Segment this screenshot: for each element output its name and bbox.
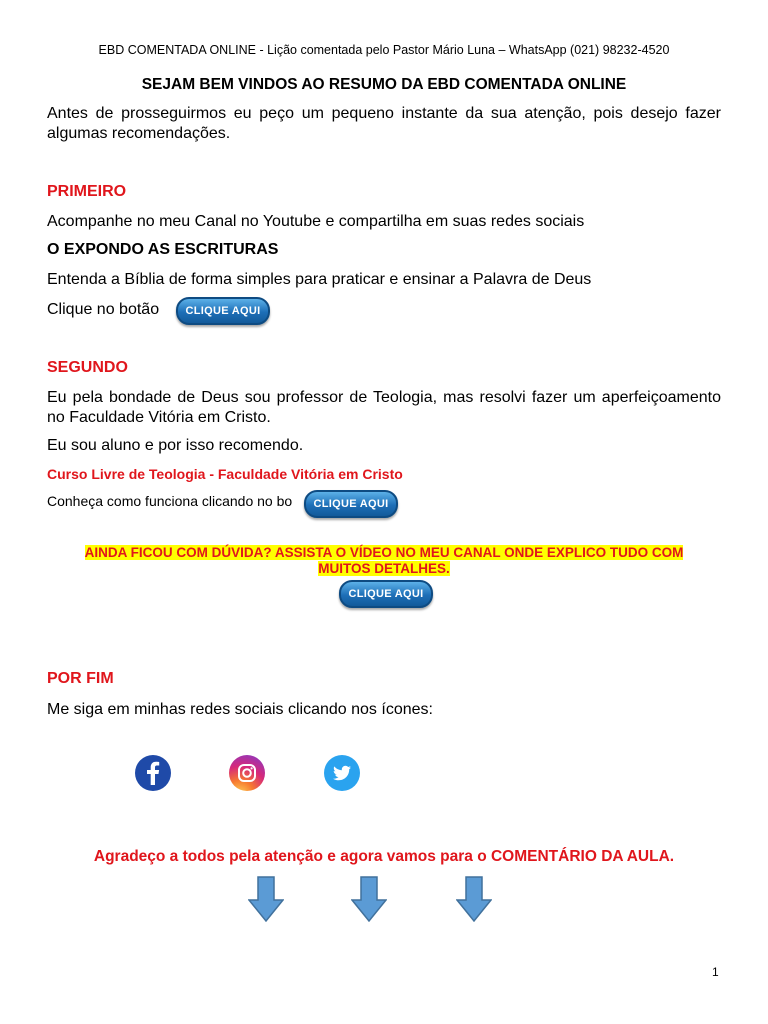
section-heading-por-fim: POR FIM xyxy=(47,670,114,687)
twitter-icon[interactable] xyxy=(324,755,360,791)
section-heading-primeiro: PRIMEIRO xyxy=(47,183,127,200)
course-click-label: Conheça como funciona clicando no bo xyxy=(47,493,293,509)
doubt-line-2: MUITOS DETALHES. xyxy=(318,561,450,576)
course-button[interactable]: CLIQUE AQUI xyxy=(304,490,398,518)
down-arrow-icon xyxy=(456,876,492,922)
youtube-text: Acompanhe no meu Canal no Youtube e compartilha em suas redes sociais xyxy=(47,213,585,230)
course-link[interactable]: Curso Livre de Teologia - Faculdade Vitória em Cristo xyxy=(47,466,403,482)
page-title: SEJAM BEM VINDOS AO RESUMO DA EBD COMENTADA ONLINE xyxy=(141,76,627,93)
section-heading-segundo: SEGUNDO xyxy=(47,359,128,376)
down-arrow-icon xyxy=(351,876,387,922)
follow-text: Me siga em minhas redes sociais clicando nos ícones: xyxy=(47,701,433,718)
teacher-paragraph: Eu pela bondade de Deus sou professor de Teologia, mas resolvi fazer um aperfeiçoamento no Faculdade Vitória em Cristo. xyxy=(47,389,721,426)
page-number: 1 xyxy=(712,965,719,979)
intro-paragraph: Antes de prosseguirmos eu peço um pequeno instante da sua atenção, pois desejo fazer algumas recomendações. xyxy=(47,105,721,142)
facebook-icon[interactable] xyxy=(135,755,171,791)
channel-description: Entenda a Bíblia de forma simples para praticar e ensinar a Palavra de Deus xyxy=(47,271,592,288)
doubt-highlight xyxy=(0,545,768,577)
thanks-text: Agradeço a todos pela atenção e agora vamos para o COMENTÁRIO DA AULA. xyxy=(93,848,675,865)
doubt-line-1: AINDA FICOU COM DÚVIDA? ASSISTA O VÍDEO NO MEU CANAL ONDE EXPLICO TUDO COM xyxy=(84,545,684,560)
video-button[interactable]: CLIQUE AQUI xyxy=(339,580,433,608)
click-label: Clique no botão xyxy=(47,301,160,318)
page-header: EBD COMENTADA ONLINE - Lição comentada pelo Pastor Mário Luna – WhatsApp (021) 98232-4520 xyxy=(98,43,670,57)
instagram-icon[interactable] xyxy=(229,755,265,791)
down-arrow-icon xyxy=(248,876,284,922)
student-text: Eu sou aluno e por isso recomendo. xyxy=(47,437,304,454)
channel-name: O EXPONDO AS ESCRITURAS xyxy=(47,241,279,258)
youtube-button[interactable]: CLIQUE AQUI xyxy=(176,297,270,325)
